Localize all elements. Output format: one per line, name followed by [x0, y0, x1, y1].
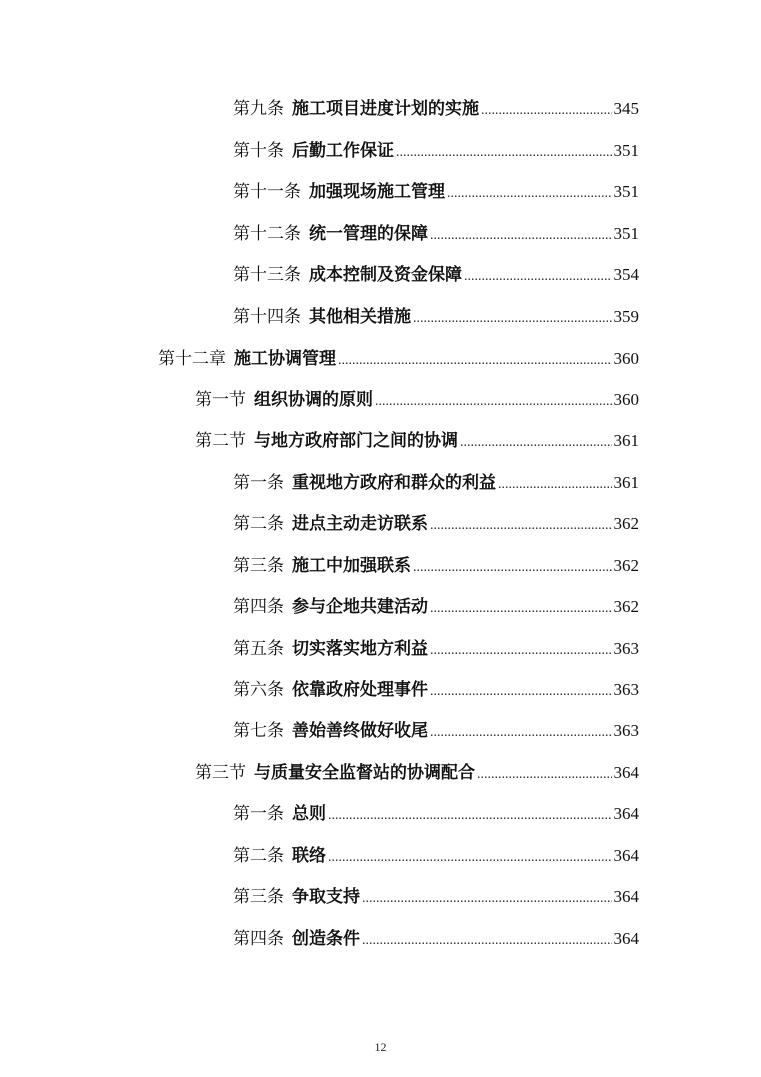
toc-section-entry[interactable]: [195, 428, 639, 454]
toc-entry[interactable]: [233, 677, 639, 703]
toc-entry[interactable]: [233, 553, 639, 579]
toc-dot-leader: [430, 596, 612, 622]
toc-dot-leader: [362, 928, 612, 954]
toc-dot-leader: [460, 430, 612, 456]
toc-entry-number: 第三条: [233, 556, 284, 576]
toc-entry-number: 第二条: [233, 846, 284, 866]
toc-dot-leader: [447, 181, 612, 207]
toc-entry-title: 与地方政府部门之间的协调: [254, 431, 458, 451]
toc-dot-leader: [430, 679, 612, 705]
toc-entry-page: 354: [613, 265, 639, 284]
toc-entry-page: 364: [613, 804, 639, 823]
toc-entry-page: 362: [613, 514, 639, 533]
toc-entry-title: 争取支持: [292, 887, 360, 907]
page-number: 12: [374, 1040, 387, 1054]
toc-entry[interactable]: [233, 96, 639, 122]
toc-entry-title: 与质量安全监督站的协调配合: [254, 763, 475, 783]
toc-entry-title: 统一管理的保障: [309, 224, 428, 244]
toc-entry-page: 351: [613, 141, 639, 160]
toc-entry-title: 施工项目进度计划的实施: [292, 99, 479, 119]
toc-entry-page: 360: [613, 390, 639, 409]
toc-entry[interactable]: [233, 470, 639, 496]
toc-entry-number: 第二条: [233, 514, 284, 534]
toc-dot-leader: [430, 638, 612, 664]
toc-dot-leader: [477, 762, 612, 788]
toc-entry-number: 第四条: [233, 929, 284, 949]
toc-entry-page: 363: [613, 721, 639, 740]
toc-entry-number: 第一节: [195, 390, 246, 410]
toc-entry[interactable]: [233, 221, 639, 247]
toc-chapter-entry[interactable]: [158, 346, 639, 372]
toc-entry-number: 第三条: [233, 887, 284, 907]
toc-entry-title: 组织协调的原则: [254, 390, 373, 410]
toc-dot-leader: [396, 140, 612, 166]
toc-entry-number: 第十三条: [233, 265, 301, 285]
toc-entry-title: 成本控制及资金保障: [309, 265, 462, 285]
toc-entry-page: 359: [613, 307, 639, 326]
toc-entry-title: 后勤工作保证: [292, 141, 394, 161]
toc-entry[interactable]: [233, 262, 639, 288]
toc-entry-page: 360: [613, 349, 639, 368]
toc-entry-title: 依靠政府处理事件: [292, 680, 428, 700]
toc-entry-number: 第十二章: [158, 349, 226, 369]
toc-entry[interactable]: [233, 138, 639, 164]
toc-entry-title: 善始善终做好收尾: [292, 721, 428, 741]
toc-entry-page: 364: [613, 929, 639, 948]
toc-entry-page: 363: [613, 680, 639, 699]
toc-entry-title: 参与企地共建活动: [292, 597, 428, 617]
toc-dot-leader: [338, 348, 612, 374]
toc-entry-title: 其他相关措施: [309, 307, 411, 327]
toc-entry-title: 进点主动走访联系: [292, 514, 428, 534]
toc-entry-title: 切实落实地方利益: [292, 639, 428, 659]
toc-entry[interactable]: [233, 636, 639, 662]
toc-dot-leader: [430, 720, 612, 746]
toc-entry-number: 第一条: [233, 804, 284, 824]
toc-entry-number: 第九条: [233, 99, 284, 119]
toc-dot-leader: [362, 886, 612, 912]
toc-entry-page: 362: [613, 597, 639, 616]
toc-entry-number: 第七条: [233, 721, 284, 741]
toc-entry[interactable]: [233, 179, 639, 205]
toc-entry-title: 创造条件: [292, 929, 360, 949]
toc-dot-leader: [430, 223, 612, 249]
toc-entry-title: 重视地方政府和群众的利益: [292, 473, 496, 493]
toc-entry[interactable]: [233, 304, 639, 330]
toc-entry-number: 第一条: [233, 473, 284, 493]
toc-entry[interactable]: [233, 843, 639, 869]
toc-entry-title: 总则: [292, 804, 326, 824]
toc-entry[interactable]: [233, 884, 639, 910]
toc-entry-page: 351: [613, 182, 639, 201]
toc-entry-title: 加强现场施工管理: [309, 182, 445, 202]
toc-entry-page: 345: [613, 99, 639, 118]
toc-dot-leader: [375, 389, 612, 415]
toc-dot-leader: [464, 264, 612, 290]
toc-entry-page: 363: [613, 639, 639, 658]
toc-entry-title: 施工中加强联系: [292, 556, 411, 576]
toc-entry-page: 361: [613, 431, 639, 450]
toc-dot-leader: [498, 472, 612, 498]
toc-entry-page: 364: [613, 887, 639, 906]
toc-section-entry[interactable]: [195, 387, 639, 413]
toc-entry-page: 364: [613, 846, 639, 865]
toc-entry-number: 第十二条: [233, 224, 301, 244]
toc-dot-leader: [413, 306, 612, 332]
toc-entry-number: 第六条: [233, 680, 284, 700]
toc-entry-number: 第二节: [195, 431, 246, 451]
toc-entry[interactable]: [233, 926, 639, 952]
toc-entry-title: 联络: [292, 846, 326, 866]
toc-section-entry[interactable]: [195, 760, 639, 786]
toc-entry[interactable]: [233, 801, 639, 827]
toc-entry-title: 施工协调管理: [234, 349, 336, 369]
toc-dot-leader: [328, 845, 612, 871]
toc-entry-page: 351: [613, 224, 639, 243]
toc-entry-number: 第十一条: [233, 182, 301, 202]
toc-entry-number: 第三节: [195, 763, 246, 783]
toc-entry-number: 第十条: [233, 141, 284, 161]
toc-dot-leader: [481, 98, 612, 124]
toc-entry-page: 362: [613, 556, 639, 575]
toc-entry-number: 第五条: [233, 639, 284, 659]
toc-dot-leader: [328, 803, 612, 829]
toc-entry-page: 361: [613, 473, 639, 492]
toc-entry[interactable]: [233, 594, 639, 620]
toc-dot-leader: [430, 513, 612, 539]
toc-entry[interactable]: [233, 511, 639, 537]
toc-entry[interactable]: [233, 718, 639, 744]
toc-entry-number: 第四条: [233, 597, 284, 617]
toc-dot-leader: [413, 555, 612, 581]
toc-entry-page: 364: [613, 763, 639, 782]
toc-entry-number: 第十四条: [233, 307, 301, 327]
